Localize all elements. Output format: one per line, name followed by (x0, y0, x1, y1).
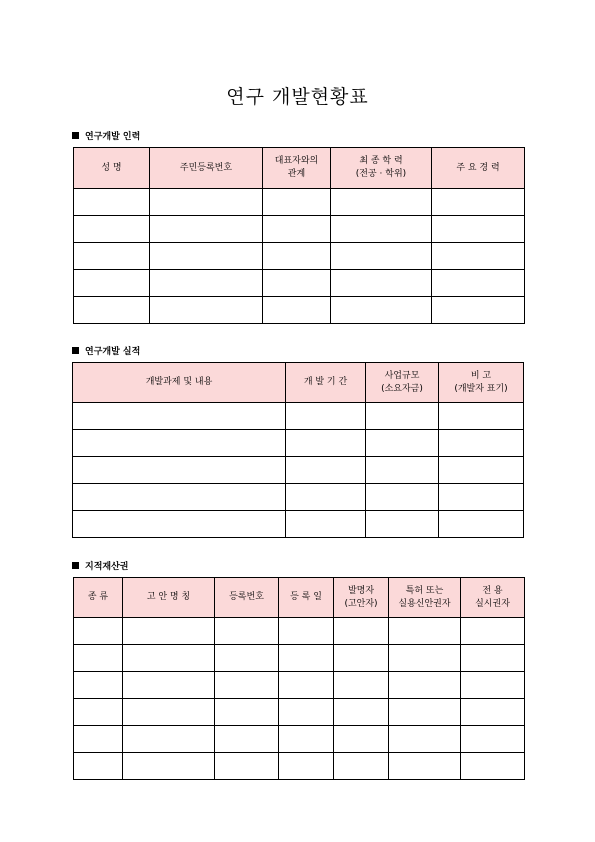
square-bullet-icon (72, 347, 79, 354)
input-cell[interactable] (334, 672, 389, 699)
input-cell[interactable] (215, 645, 279, 672)
input-cell[interactable] (123, 726, 215, 753)
table-row (73, 511, 524, 538)
input-cell[interactable] (263, 189, 331, 216)
square-bullet-icon (72, 562, 79, 569)
input-cell[interactable] (439, 511, 524, 538)
input-cell[interactable] (286, 403, 366, 430)
section-heading-text: 연구개발 실적 (85, 347, 141, 357)
input-cell[interactable] (74, 672, 123, 699)
input-cell[interactable] (74, 243, 150, 270)
input-cell[interactable] (439, 430, 524, 457)
section-heading-ip (72, 559, 128, 572)
input-cell[interactable] (366, 457, 439, 484)
input-cell[interactable] (279, 645, 334, 672)
table-row (74, 645, 525, 672)
table-row (74, 699, 525, 726)
results-table (72, 362, 524, 538)
section-heading-text: 지적재산권 (85, 562, 129, 572)
input-cell[interactable] (73, 403, 286, 430)
input-cell[interactable] (73, 484, 286, 511)
table-row (74, 726, 525, 753)
input-cell[interactable] (461, 618, 525, 645)
table-row (74, 618, 525, 645)
header-cell-period: 개 발 기 간 (286, 363, 366, 403)
input-cell[interactable] (389, 645, 461, 672)
header-cell-inventor: 발명자 (고안자) (334, 578, 389, 618)
input-cell[interactable] (150, 189, 263, 216)
input-cell[interactable] (263, 216, 331, 243)
input-cell[interactable] (331, 297, 432, 324)
table-row (73, 403, 524, 430)
section-heading-text: 연구개발 인력 (85, 132, 141, 142)
input-cell[interactable] (215, 618, 279, 645)
header-cell-relation: 대표자와의 관계 (263, 148, 331, 189)
table-row (74, 189, 525, 216)
input-cell[interactable] (334, 699, 389, 726)
input-cell[interactable] (74, 216, 150, 243)
table-header-row (74, 578, 525, 618)
header-cell-career: 주 요 경 력 (432, 148, 525, 189)
input-cell[interactable] (334, 753, 389, 780)
input-cell[interactable] (432, 270, 525, 297)
input-cell[interactable] (215, 726, 279, 753)
table-header-row (74, 148, 525, 189)
header-cell-invention-name: 고 안 명 칭 (123, 578, 215, 618)
input-cell[interactable] (366, 430, 439, 457)
input-cell[interactable] (432, 189, 525, 216)
input-cell[interactable] (123, 699, 215, 726)
input-cell[interactable] (263, 243, 331, 270)
input-cell[interactable] (389, 672, 461, 699)
input-cell[interactable] (123, 618, 215, 645)
input-cell[interactable] (279, 726, 334, 753)
input-cell[interactable] (123, 753, 215, 780)
header-cell-scale: 사업규모 (소요자금) (366, 363, 439, 403)
input-cell[interactable] (334, 645, 389, 672)
input-cell[interactable] (366, 403, 439, 430)
table-row (74, 243, 525, 270)
input-cell[interactable] (74, 726, 123, 753)
input-cell[interactable] (334, 726, 389, 753)
header-cell-resident-number: 주민등록번호 (150, 148, 263, 189)
header-cell-education: 최 종 학 력 (전공 · 학위) (331, 148, 432, 189)
input-cell[interactable] (215, 753, 279, 780)
input-cell[interactable] (150, 216, 263, 243)
input-cell[interactable] (263, 270, 331, 297)
input-cell[interactable] (279, 753, 334, 780)
input-cell[interactable] (432, 297, 525, 324)
input-cell[interactable] (432, 216, 525, 243)
input-cell[interactable] (73, 457, 286, 484)
input-cell[interactable] (439, 457, 524, 484)
input-cell[interactable] (286, 511, 366, 538)
input-cell[interactable] (73, 511, 286, 538)
input-cell[interactable] (215, 672, 279, 699)
page-title: 연구 개발현황표 (226, 86, 369, 108)
input-cell[interactable] (461, 672, 525, 699)
input-cell[interactable] (389, 753, 461, 780)
section-heading-results (72, 344, 140, 357)
table-header-row (73, 363, 524, 403)
input-cell[interactable] (286, 430, 366, 457)
header-cell-project: 개발과제 및 내용 (73, 363, 286, 403)
table-row (74, 672, 525, 699)
header-cell-exclusive-licensee: 전 용 실시권자 (461, 578, 525, 618)
input-cell[interactable] (74, 618, 123, 645)
input-cell[interactable] (74, 297, 150, 324)
input-cell[interactable] (74, 189, 150, 216)
input-cell[interactable] (439, 403, 524, 430)
input-cell[interactable] (150, 243, 263, 270)
input-cell[interactable] (74, 270, 150, 297)
section-heading-personnel (72, 129, 140, 142)
input-cell[interactable] (279, 699, 334, 726)
header-cell-type: 종 류 (74, 578, 123, 618)
input-cell[interactable] (74, 699, 123, 726)
input-cell[interactable] (366, 511, 439, 538)
input-cell[interactable] (279, 618, 334, 645)
input-cell[interactable] (279, 672, 334, 699)
input-cell[interactable] (439, 484, 524, 511)
input-cell[interactable] (432, 243, 525, 270)
input-cell[interactable] (461, 726, 525, 753)
input-cell[interactable] (389, 726, 461, 753)
header-cell-name: 성 명 (74, 148, 150, 189)
header-cell-registration-date: 등 록 일 (279, 578, 334, 618)
table-row (74, 297, 525, 324)
table-row (73, 430, 524, 457)
input-cell[interactable] (366, 484, 439, 511)
input-cell[interactable] (331, 270, 432, 297)
input-cell[interactable] (331, 243, 432, 270)
input-cell[interactable] (150, 297, 263, 324)
table-row (73, 457, 524, 484)
input-cell[interactable] (123, 672, 215, 699)
table-row (74, 753, 525, 780)
input-cell[interactable] (461, 753, 525, 780)
input-cell[interactable] (286, 457, 366, 484)
header-cell-remarks: 비 고 (개발자 표기) (439, 363, 524, 403)
personnel-table (73, 147, 525, 324)
input-cell[interactable] (461, 699, 525, 726)
header-cell-patent-holder: 특허 또는 실용신안권자 (389, 578, 461, 618)
table-row (74, 216, 525, 243)
input-cell[interactable] (461, 645, 525, 672)
input-cell[interactable] (331, 189, 432, 216)
square-bullet-icon (72, 132, 79, 139)
input-cell[interactable] (389, 618, 461, 645)
input-cell[interactable] (286, 484, 366, 511)
input-cell[interactable] (334, 618, 389, 645)
ip-table (73, 577, 525, 780)
input-cell[interactable] (74, 753, 123, 780)
input-cell[interactable] (73, 430, 286, 457)
input-cell[interactable] (74, 645, 123, 672)
input-cell[interactable] (150, 270, 263, 297)
table-row (73, 484, 524, 511)
input-cell[interactable] (331, 216, 432, 243)
input-cell[interactable] (215, 699, 279, 726)
input-cell[interactable] (389, 699, 461, 726)
header-cell-registration-number: 등록번호 (215, 578, 279, 618)
table-row (74, 270, 525, 297)
input-cell[interactable] (123, 645, 215, 672)
input-cell[interactable] (263, 297, 331, 324)
